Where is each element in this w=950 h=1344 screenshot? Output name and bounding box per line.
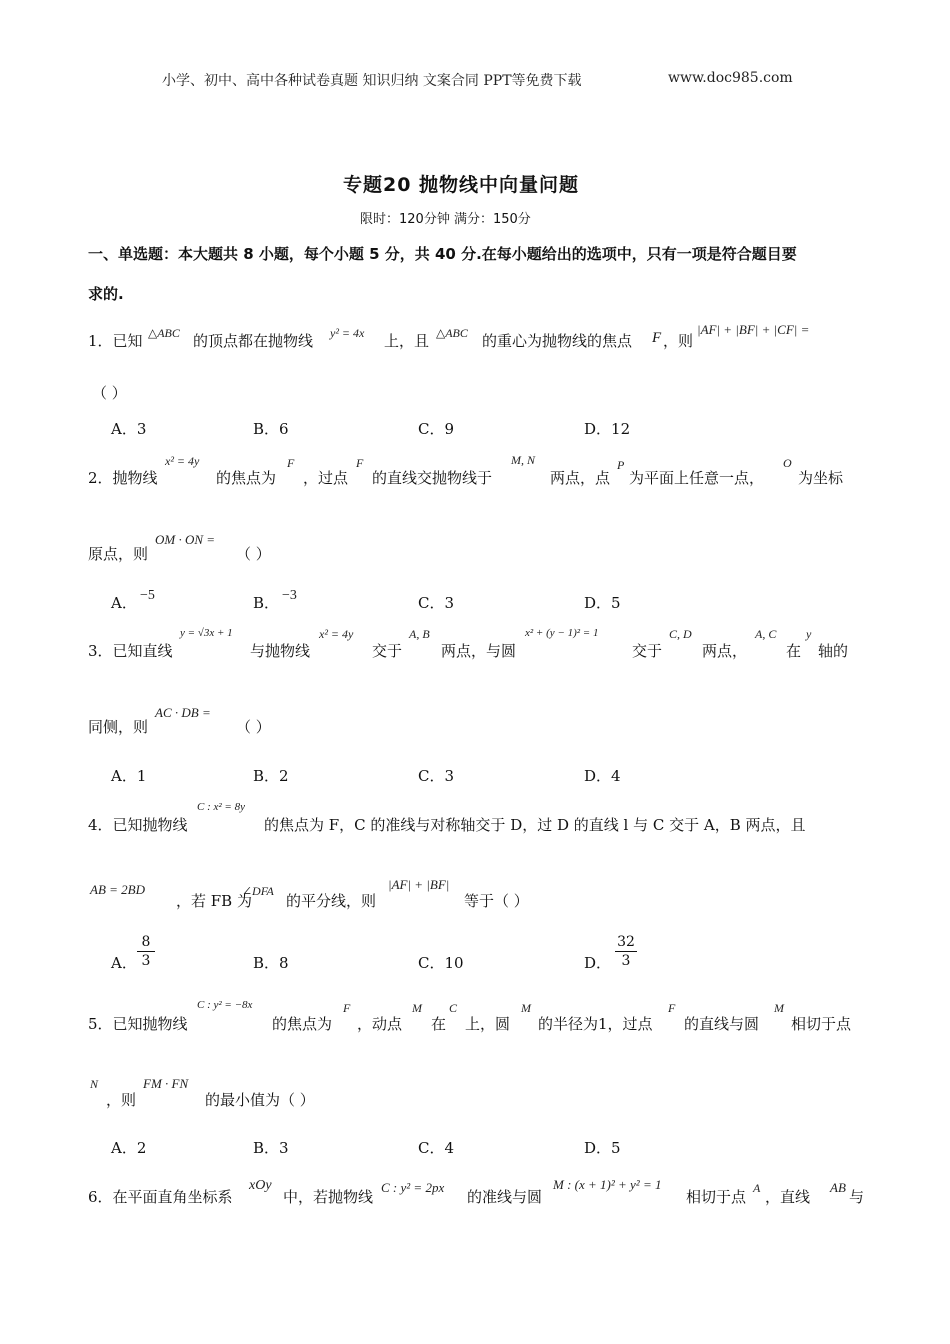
q4-text-4: 的平分线，则 (286, 892, 377, 910)
q3-text-9: 同侧，则 (88, 718, 149, 736)
q6-text-5: ，直线 (765, 1188, 811, 1206)
q6-math-3: M : (x + 1)² + y² = 1 (553, 1177, 662, 1192)
q2-text-5: 两点，点 (550, 469, 611, 487)
q5-text-8: 相切于点 (791, 1015, 852, 1033)
q6-text-2: 中，若抛物线 (283, 1188, 374, 1206)
q6-text-6: 与 (849, 1188, 865, 1206)
header-url[interactable]: www.doc985.com (668, 70, 793, 86)
q2-math-7: OM · ON = (155, 532, 216, 547)
q1-math-4: |AF| + |BF| + |CF| = (697, 322, 810, 337)
q3-math-5: C, D (669, 627, 692, 641)
q2-answer-paren: （ ） (236, 545, 271, 563)
q3-text-3: 交于 (372, 642, 403, 660)
q5-math-7: M (774, 1001, 784, 1015)
q1-option-d: D．12 (584, 420, 631, 438)
q4-math-1: C : x² = 8y (197, 801, 245, 813)
q5-text-10: 的最小值为（ ） (205, 1091, 315, 1109)
q3-math-6: A, C (755, 627, 777, 641)
fraction-bar (137, 951, 155, 952)
q3-text-7: 在 (786, 642, 802, 660)
q3-text-8: 轴的 (818, 642, 849, 660)
q1-math-3: △ABC (436, 326, 468, 340)
q4-text-1: 4．已知抛物线 (88, 816, 188, 834)
q5-option-d: D．5 (584, 1139, 621, 1157)
q2-text-8: 原点，则 (88, 545, 149, 563)
q4-option-a: A． (111, 954, 137, 972)
q3-option-a: A．1 (111, 767, 147, 785)
q1-option-c: C．9 (418, 420, 455, 438)
section-heading: 一、单选题：本大题共 8 小题，每个小题 5 分，共 40 分.在每小题给出的选项中，只有一项是符合题目要 (88, 245, 797, 263)
q6-text-4: 相切于点 (686, 1188, 747, 1206)
q2-math-1: x² = 4y (165, 454, 200, 468)
q3-option-d: D．4 (584, 767, 621, 785)
q2-text-6: 为平面上任意一点， (629, 469, 765, 487)
q1-text-1: 1．已知 (88, 332, 143, 350)
q4-option-d-numerator: 32 (617, 934, 635, 950)
q4-math-4: |AF| + |BF| (388, 877, 450, 892)
page-title: 专题20 抛物线中向量问题 (343, 174, 580, 196)
fraction-bar (615, 951, 637, 952)
section-heading-cont: 求的. (88, 285, 124, 303)
q4-text-5: 等于（ ） (464, 892, 529, 910)
q1-text-3: 上，且 (384, 332, 430, 350)
q6-math-5: AB (830, 1180, 846, 1195)
q5-text-6: 的半径为1，过点 (538, 1015, 653, 1033)
q6-math-4: A (753, 1181, 761, 1195)
q2-option-a-value: −5 (140, 588, 155, 603)
q1-text-2: 的顶点都在抛物线 (193, 332, 314, 350)
q4-math-2: AB = 2BD (90, 882, 145, 897)
q2-option-c: C．3 (418, 594, 455, 612)
q3-text-5: 交于 (632, 642, 663, 660)
q4-option-a-denominator: 3 (141, 953, 151, 969)
q1-math-2: y² = 4x (330, 326, 365, 340)
q2-math-5: P (617, 458, 625, 472)
q3-option-c: C．3 (418, 767, 455, 785)
q3-math-7: y (806, 627, 812, 641)
q1-option-a: A．3 (111, 420, 147, 438)
q2-text-1: 2．抛物线 (88, 469, 158, 487)
q5-math-1: C : y² = −8x (197, 999, 253, 1011)
q5-text-1: 5．已知抛物线 (88, 1015, 188, 1033)
q1-text-4: 的重心为抛物线的焦点 (482, 332, 633, 350)
q6-math-1: xOy (249, 1178, 272, 1193)
q1-text-5: ，则 (663, 332, 694, 350)
q3-math-2: x² = 4y (319, 627, 354, 641)
q2-option-a: A． (111, 594, 137, 612)
q2-text-2: 的焦点为 (216, 469, 277, 487)
q5-option-b: B．3 (253, 1139, 289, 1157)
q5-text-2: 的焦点为 (272, 1015, 333, 1033)
q2-math-2: F (287, 456, 295, 470)
q3-math-3: A, B (409, 627, 430, 641)
q5-math-9: FM · FN (143, 1076, 189, 1091)
q3-text-1: 3．已知直线 (88, 642, 173, 660)
q4-option-c: C．10 (418, 954, 464, 972)
q3-math-4: x² + (y − 1)² = 1 (525, 627, 599, 639)
q4-option-a-fraction (135, 934, 157, 969)
q5-text-3: ，动点 (357, 1015, 403, 1033)
q2-option-b-value: −3 (282, 588, 297, 603)
q6-text-3: 的准线与圆 (467, 1188, 543, 1206)
q2-text-3: ，过点 (303, 469, 349, 487)
q2-option-d: D．5 (584, 594, 621, 612)
q4-option-b: B．8 (253, 954, 289, 972)
q2-text-4: 的直线交抛物线于 (372, 469, 493, 487)
q1-option-b: B．6 (253, 420, 289, 438)
q4-text-3: ，若 FB 为 (176, 892, 252, 910)
q4-text-2: 的焦点为 F，C 的准线与对称轴交于 D，过 D 的直线 l 与 C 交于 A，B 两点，且 (264, 816, 806, 834)
q4-option-d: D． (584, 954, 612, 972)
q3-text-2: 与抛物线 (250, 642, 311, 660)
q3-math-8: AC · DB = (155, 705, 211, 720)
q5-math-5: M (521, 1001, 531, 1015)
q2-text-7: 为坐标 (798, 469, 844, 487)
q4-math-3: ∠DFA (242, 884, 274, 898)
q5-math-6: F (668, 1001, 676, 1015)
q6-text-1: 6．在平面直角坐标系 (88, 1188, 233, 1206)
q2-math-4: M, N (511, 453, 535, 467)
q5-math-4: C (449, 1001, 458, 1015)
q5-option-c: C．4 (418, 1139, 455, 1157)
q5-text-4: 在 (431, 1015, 447, 1033)
q3-math-1: y = √3x + 1 (180, 627, 233, 639)
q4-option-d-denominator: 3 (621, 953, 631, 969)
q1-focus-f: F (652, 330, 662, 346)
q5-text-5: 上，圆 (465, 1015, 511, 1033)
q3-text-6: 两点， (702, 642, 748, 660)
q2-math-6: O (783, 456, 792, 470)
q5-math-3: M (412, 1001, 422, 1015)
q4-option-a-numerator: 8 (141, 934, 151, 950)
q5-math-8: N (90, 1077, 99, 1091)
q5-option-a: A．2 (111, 1139, 147, 1157)
q3-option-b: B．2 (253, 767, 289, 785)
q4-option-d-fraction (613, 934, 639, 969)
q5-text-7: 的直线与圆 (684, 1015, 760, 1033)
header-text: 小学、初中、高中各种试卷真题 知识归纳 文案合同 PPT等免费下载 (162, 73, 582, 89)
q2-option-b: B． (253, 594, 280, 612)
q5-math-2: F (343, 1001, 351, 1015)
q3-text-4: 两点，与圆 (441, 642, 517, 660)
page-subtitle: 限时：120分钟 满分：150分 (360, 212, 531, 227)
q1-math-1: △ABC (148, 326, 180, 340)
q3-answer-paren: （ ） (236, 718, 271, 736)
q2-math-3: F (356, 456, 364, 470)
q6-math-2: C : y² = 2px (381, 1180, 445, 1195)
q1-answer-paren: （ ） (92, 384, 127, 402)
q5-text-9: ，则 (106, 1091, 137, 1109)
